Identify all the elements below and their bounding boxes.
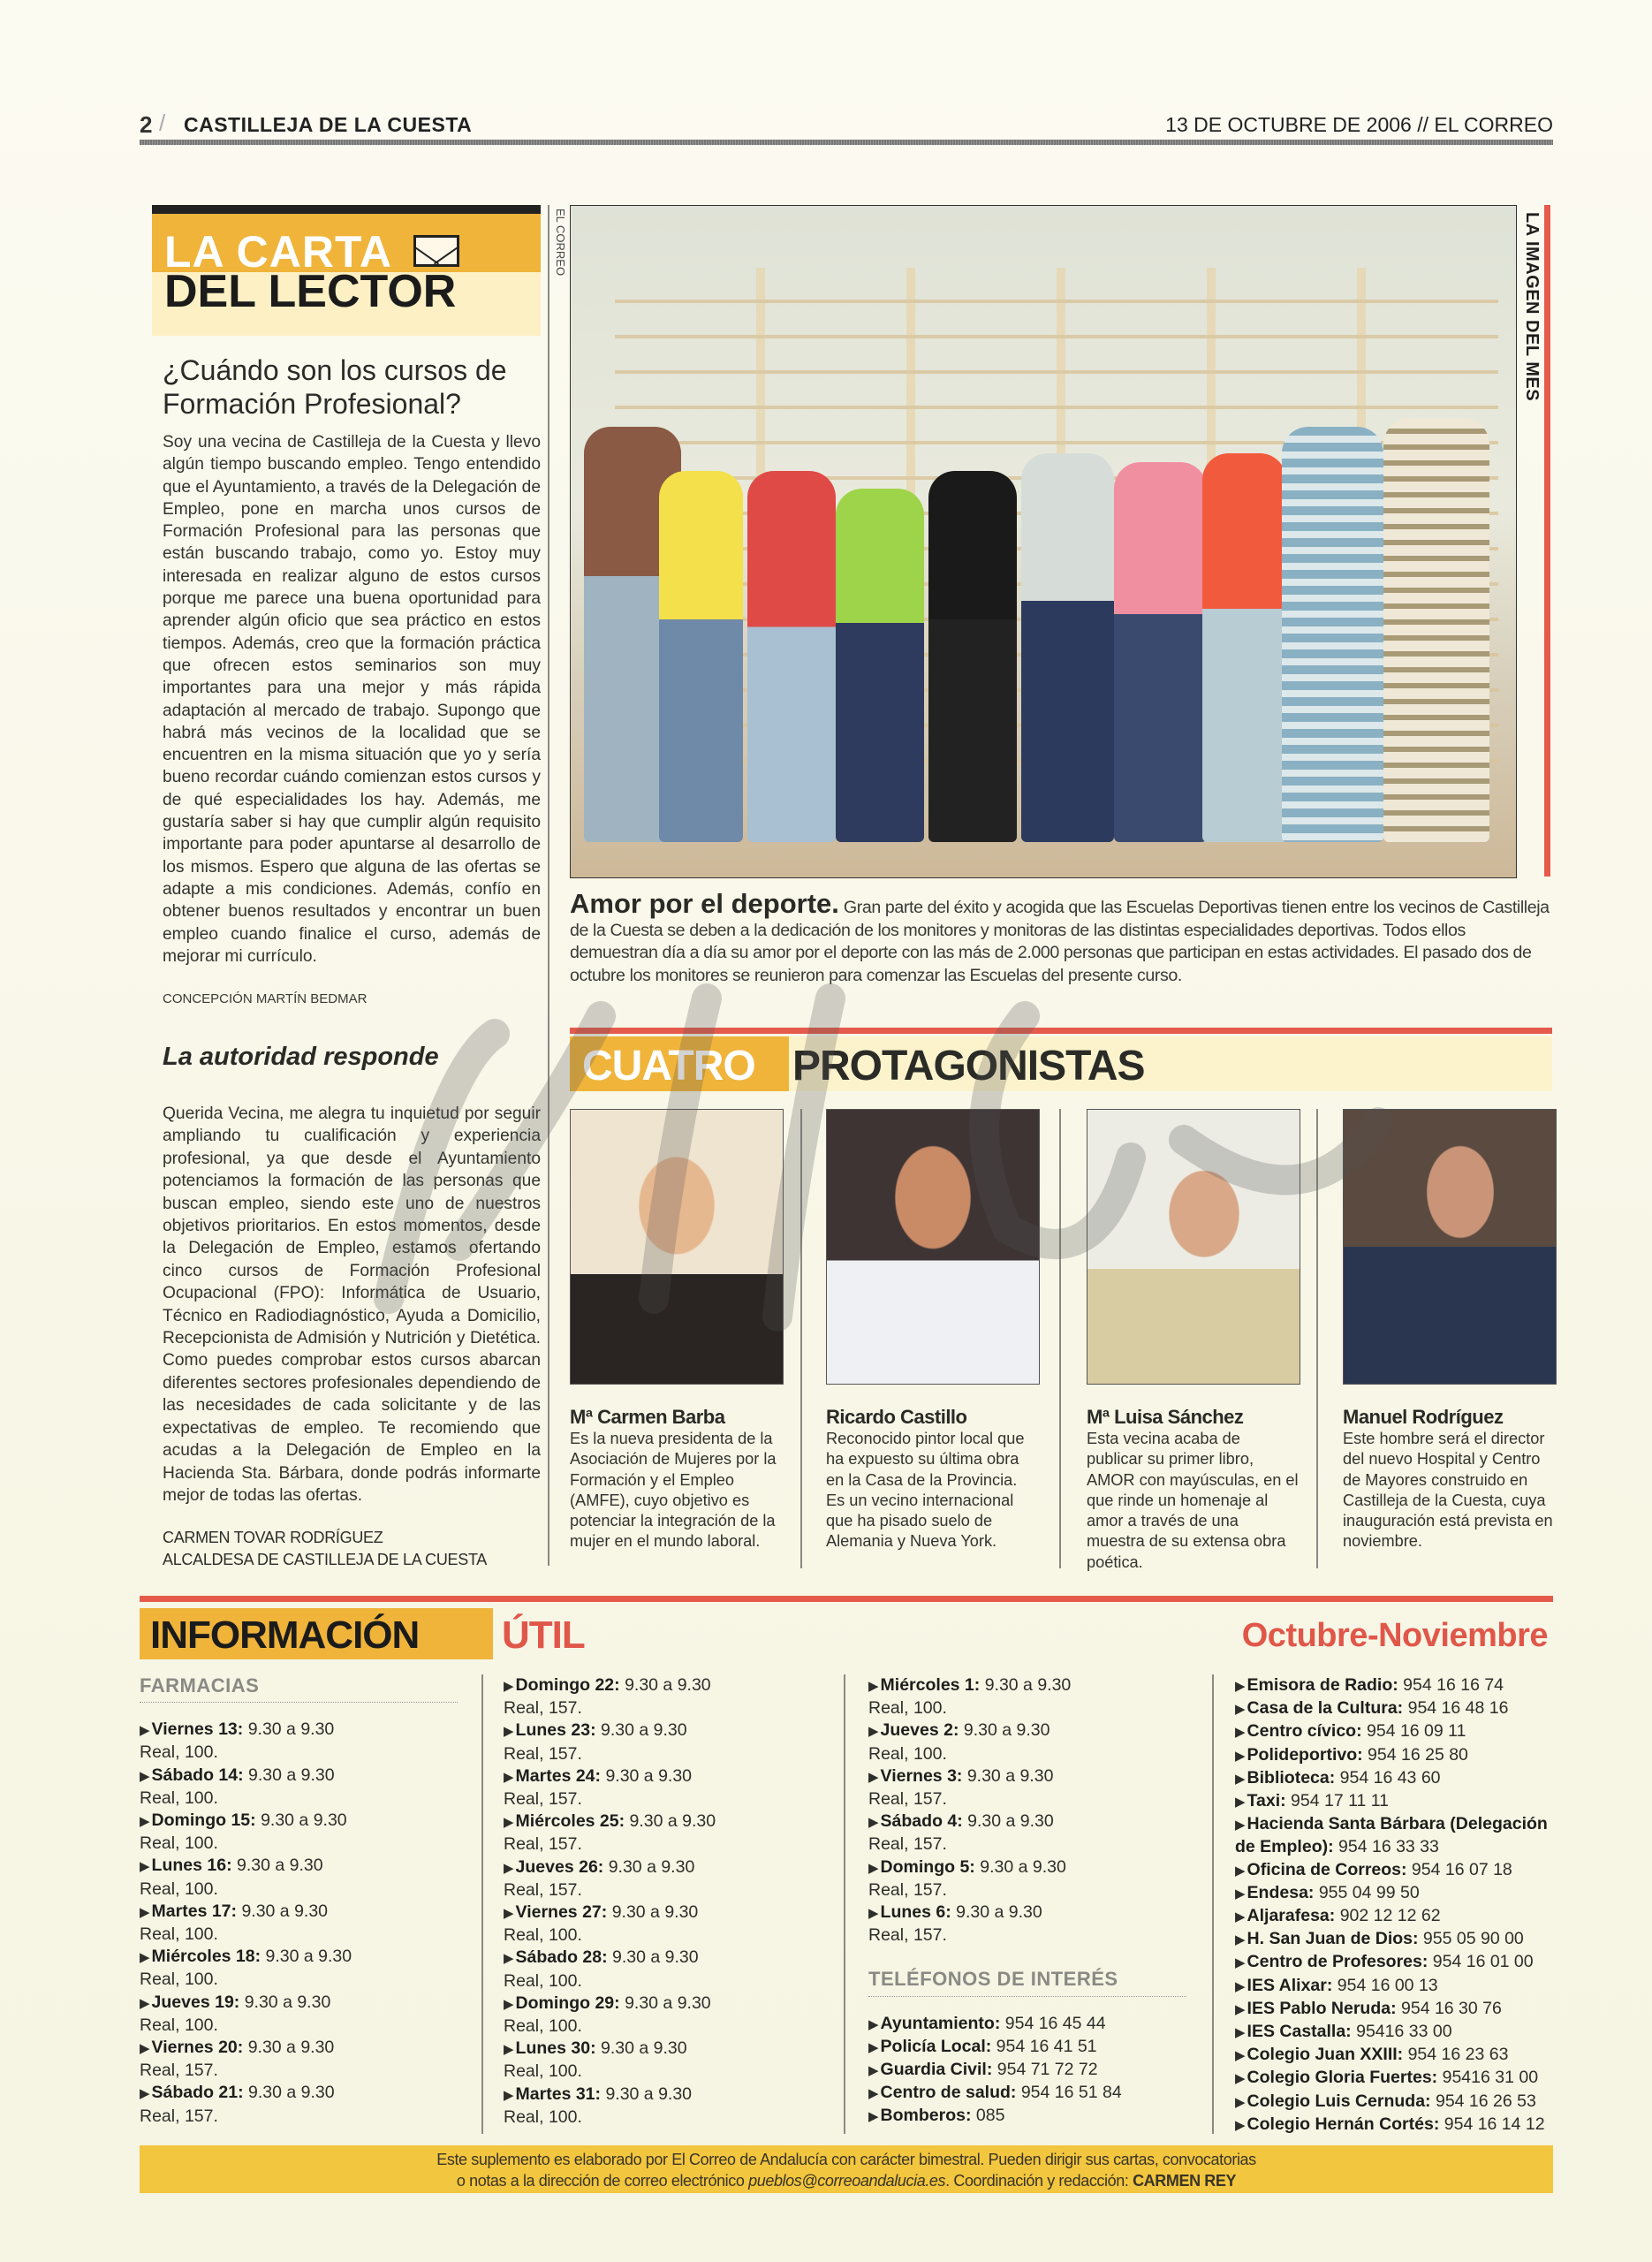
slash-divider: / [159, 110, 166, 136]
person-figure [1383, 418, 1489, 842]
farmacias-list [868, 1674, 1213, 1947]
farmacia-item [140, 1810, 484, 1833]
telefono-number: 954 16 26 53 [1435, 2091, 1536, 2111]
telefono-name: Biblioteca: [1247, 1767, 1340, 1788]
farmacia-hours: 9.30 a 9.30 [625, 1675, 711, 1695]
info-title-red: ÚTIL [502, 1613, 585, 1657]
farmacia-address: Real, 157. [140, 2061, 218, 2081]
letter-headline: ¿Cuándo son los cursos de Formación Profesional? [163, 354, 507, 420]
farmacia-day: Viernes 27: [515, 1902, 612, 1923]
telefono-name: Colegio Luis Cernuda: [1247, 2091, 1436, 2111]
farmacia-item [504, 1947, 848, 1970]
farmacia-day: Miércoles 25: [515, 1811, 630, 1832]
telefono-number: 955 04 99 50 [1318, 1882, 1420, 1902]
telefono-name: Ayuntamiento: [880, 2013, 1005, 2033]
arrow-icon: ▶ [1235, 2071, 1246, 2087]
telefono-item [1235, 1905, 1562, 1928]
arrow-icon: ▶ [1235, 1955, 1246, 1971]
farmacias-column-2 [504, 1674, 848, 2129]
farmacia-hours: 9.30 a 9.30 [980, 1856, 1066, 1877]
farmacia-hours: 9.30 a 9.30 [241, 1901, 329, 1921]
supplement-footer [140, 2145, 1553, 2193]
arrow-icon: ▶ [504, 1906, 514, 1922]
farmacia-hours: 9.30 a 9.30 [237, 1856, 323, 1876]
telefono-item [868, 2036, 1213, 2059]
farmacia-hours: 9.30 a 9.30 [625, 1993, 711, 2013]
header-highlight: CUATRO [582, 1043, 755, 1089]
telefono-name: H. San Juan de Dios: [1247, 1929, 1423, 1949]
telefono-number: 95416 33 00 [1356, 2022, 1452, 2042]
arrow-icon: ▶ [504, 2042, 514, 2058]
telefono-name: Bomberos: [880, 2106, 976, 2126]
person-figure [1021, 453, 1114, 842]
farmacia-item [504, 1810, 848, 1833]
coordinator-name: CARMEN REY [1133, 2172, 1237, 2190]
farmacia-address: Real, 100. [504, 1925, 582, 1946]
farmacia-day: Sábado 28: [515, 1947, 612, 1968]
telefono-number: 954 16 48 16 [1407, 1698, 1509, 1719]
telefono-item [868, 2013, 1213, 2036]
carta-header [152, 205, 541, 338]
telefono-number: 954 16 43 60 [1339, 1767, 1441, 1788]
red-accent-bar [1544, 205, 1550, 877]
section-title: CASTILLEJA DE LA CUESTA [184, 113, 473, 136]
telefono-name: Colegio Hernán Cortés: [1247, 2114, 1444, 2134]
farmacia-address: Real, 157. [140, 2106, 218, 2126]
info-title-dark: INFORMACIÓN [150, 1613, 420, 1657]
footer-line2: o notas a la dirección de correo electrónico pueblos@correoandalucia.es. Coordinación y redacción: CARMEN REY [456, 2172, 1237, 2190]
farmacia-address: Real, 157. [868, 1834, 947, 1855]
telefono-item [1235, 1767, 1562, 1790]
carta-header-line2: DEL LECTOR [164, 266, 457, 317]
arrow-icon: ▶ [868, 2109, 879, 2125]
arrow-icon: ▶ [1235, 1748, 1246, 1764]
telefono-item [1235, 1998, 1562, 2021]
farmacia-address: Real, 157. [504, 1698, 582, 1719]
arrow-icon: ▶ [504, 1769, 514, 1785]
group-photo [570, 205, 1517, 878]
telefono-item [1235, 2044, 1562, 2067]
farmacia-address: Real, 100. [504, 2061, 582, 2082]
telefono-item [1235, 1697, 1562, 1720]
arrow-icon: ▶ [1235, 1932, 1246, 1948]
farmacia-address: Real, 157. [868, 1879, 947, 1900]
farmacia-address: Real, 157. [868, 1789, 947, 1810]
carta-header-line1: LA CARTA [164, 227, 392, 277]
telefono-name: IES Alixar: [1247, 1975, 1338, 1995]
contact-email[interactable]: pueblos@correoandalucia.es [748, 2172, 946, 2190]
farmacia-day: Domingo 22: [515, 1675, 625, 1695]
farmacia-address: Real, 100. [868, 1698, 947, 1719]
farmacia-item [504, 1901, 848, 1924]
farmacia-item [140, 1946, 484, 1969]
farmacia-hours: 9.30 a 9.30 [605, 2084, 693, 2104]
farmacias-column-3 [868, 1674, 1213, 2129]
protagonist-description: Este hombre será el director del nuevo Hospital y Centro de Mayores construido en Castilleja de la Cuesta, cuya inauguración está prevista en noviembre. [1343, 1430, 1553, 1551]
person-figure [836, 489, 924, 842]
telefono-item [1235, 1720, 1562, 1743]
arrow-icon: ▶ [504, 1996, 514, 2012]
telefono-item [1235, 1859, 1562, 1882]
header-top-bar [152, 205, 541, 214]
telefono-item [1235, 1928, 1562, 1951]
person-figure [1282, 427, 1383, 842]
person-figure [659, 471, 743, 842]
farmacia-day: Sábado 14: [151, 1765, 248, 1785]
farmacia-address: Real, 157. [504, 1879, 582, 1900]
person-figure [1202, 453, 1286, 842]
telefono-item [868, 2059, 1213, 2082]
arrow-icon: ▶ [140, 1814, 150, 1830]
farmacia-item [868, 1765, 1213, 1788]
farmacia-day: Viernes 13: [151, 1719, 248, 1740]
farmacia-address: Real, 157. [504, 1834, 582, 1855]
image-of-month-label: LA IMAGEN DEL MES [1522, 212, 1542, 402]
arrow-icon: ▶ [868, 1769, 879, 1785]
farmacia-hours: 9.30 a 9.30 [247, 2038, 335, 2058]
telefono-number: 954 16 14 12 [1444, 2114, 1545, 2134]
masthead-rule [140, 140, 1553, 145]
farmacia-day: Viernes 20: [151, 2038, 248, 2058]
farmacia-day: Miércoles 18: [151, 1947, 266, 1967]
arrow-icon: ▶ [868, 2063, 879, 2079]
farmacia-address: Real, 100. [140, 1788, 218, 1808]
telefono-number: 085 [975, 2106, 1005, 2126]
arrow-icon: ▶ [504, 1860, 514, 1876]
protagonist-name: Manuel Rodríguez [1343, 1406, 1504, 1428]
telefono-item [1235, 2114, 1562, 2137]
telefono-number: 955 05 90 00 [1422, 1929, 1524, 1949]
telefono-number: 954 16 16 74 [1403, 1675, 1504, 1695]
telefono-number: 954 16 23 63 [1407, 2045, 1509, 2065]
farmacia-hours: 9.30 a 9.30 [244, 1992, 331, 2012]
arrow-icon: ▶ [1235, 1886, 1246, 1901]
farmacia-item [504, 1674, 848, 1697]
info-period: Octubre-Noviembre [1241, 1617, 1548, 1654]
telefono-number: 902 12 12 62 [1339, 1906, 1441, 1926]
arrow-icon: ▶ [1235, 2025, 1246, 2041]
farmacia-item [504, 1719, 848, 1742]
envelope-icon [413, 235, 459, 267]
letters-column [152, 205, 549, 1566]
farmacia-item [504, 1765, 848, 1788]
farmacia-day: Domingo 29: [515, 1993, 625, 2013]
farmacia-hours: 9.30 a 9.30 [966, 1765, 1054, 1786]
telefono-name: Centro de Profesores: [1247, 1952, 1433, 1972]
farmacia-day: Martes 17: [151, 1901, 242, 1921]
farmacia-day: Sábado 4: [880, 1811, 968, 1832]
footer-line1: Este suplemento es elaborado por El Correo de Andalucía con carácter bimestral. Pueden dirigir sus cartas, convocatorias [436, 2151, 1256, 2168]
arrow-icon: ▶ [140, 1904, 150, 1920]
farmacia-hours: 9.30 a 9.30 [261, 1810, 347, 1831]
arrow-icon: ▶ [1235, 2094, 1246, 2110]
response-title: La autoridad responde [163, 1043, 439, 1071]
protagonistas-header [570, 1036, 1552, 1091]
telefono-number: 954 16 07 18 [1411, 1859, 1512, 1879]
telefono-number: 954 16 01 00 [1432, 1952, 1534, 1972]
farmacia-hours: 9.30 a 9.30 [608, 1856, 695, 1877]
photo-caption [570, 888, 1552, 987]
arrow-icon: ▶ [868, 1724, 879, 1740]
farmacia-address: Real, 100. [140, 1970, 218, 1990]
telefono-name: Centro cívico: [1247, 1721, 1367, 1742]
photo-credit: EL CORREO [554, 209, 567, 277]
telefono-number: 954 16 00 13 [1337, 1975, 1438, 1995]
farmacia-hours: 9.30 a 9.30 [248, 2083, 335, 2103]
header-rest: PROTAGONISTAS [792, 1043, 1145, 1089]
farmacia-item [868, 1674, 1213, 1697]
telefono-number: 954 16 33 33 [1338, 1837, 1439, 1857]
arrow-icon: ▶ [868, 2086, 879, 2102]
farmacia-address: Real, 100. [140, 2015, 218, 2035]
telefono-name: Colegio Juan XXIII: [1247, 2045, 1408, 2065]
farmacia-item [140, 1765, 484, 1788]
telefonos-column [1235, 1674, 1562, 2137]
telefono-item [1235, 2067, 1562, 2090]
signature-role: ALCALDESA DE CASTILLEJA DE LA CUESTA [163, 1551, 488, 1568]
telefono-name: Centro de salud: [880, 2083, 1021, 2103]
telefono-number: 954 16 30 76 [1401, 1998, 1502, 2018]
arrow-icon: ▶ [1235, 1702, 1246, 1718]
arrow-icon: ▶ [1235, 2001, 1246, 2017]
arrow-icon: ▶ [1235, 1978, 1246, 1994]
arrow-icon: ▶ [1235, 1725, 1246, 1741]
arrow-icon: ▶ [868, 2039, 879, 2055]
arrow-icon: ▶ [140, 1859, 150, 1875]
farmacia-address: Real, 100. [140, 1742, 218, 1763]
farmacia-hours: 9.30 a 9.30 [248, 1765, 335, 1785]
arrow-icon: ▶ [140, 1723, 150, 1739]
farmacia-item [504, 1993, 848, 2015]
telefono-item [1235, 1975, 1562, 1998]
farmacia-address: Real, 157. [868, 1925, 947, 1946]
letter-body: Soy una vecina de Castilleja de la Cuesta y llevo algún tiempo buscando empleo. Tengo entendido que el Ayuntamiento, a través de la Delegación de Empleo, pone en marcha unos cursos de Formación Profesional para las personas que están buscando trabajo, como yo. Estoy muy interesada en realizar alguno de estos cursos porque me parece una buena oportunidad para aprender algún oficio que sea práctico en estos tiempos. Además, creo que la formación práctica que ofrecen estos seminarios son muy importantes para una mejor y más rápida adaptación al mercado de trabajo. Supongo que habrá más vecinos de la localidad que se encuentren en la misma situación que yo y sería bueno recordar cuándo comienzan estos cursos y de qué especialidades los hay. Además, me gustaría saber si hay que cumplir algún requisito importante para poder apuntarse al desarrollo de los mismos. Espero que alguna de las ofertas se adapte a mis condiciones. Además, confío en obtener buenos resultados y encontrar un buen empleo cuando finalice el curso, además de mejorar mi currículo. [163, 433, 541, 966]
arrow-icon: ▶ [868, 1679, 879, 1694]
farmacia-item [140, 2037, 484, 2060]
arrow-icon: ▶ [868, 1815, 879, 1831]
telefono-name: IES Castalla: [1247, 2022, 1357, 2042]
red-rule [140, 1596, 1553, 1602]
arrow-icon: ▶ [1235, 1771, 1246, 1787]
farmacia-hours: 9.30 a 9.30 [601, 1720, 687, 1741]
farmacia-item [140, 2082, 484, 2105]
arrow-icon: ▶ [1235, 1863, 1246, 1879]
farmacia-hours: 9.30 a 9.30 [605, 1765, 693, 1786]
telefono-name: Endesa: [1247, 1882, 1319, 1902]
telefono-item [1235, 1744, 1562, 1767]
farmacia-address: Real, 100. [504, 2016, 582, 2037]
farmacia-address: Real, 157. [504, 1743, 582, 1764]
farmacia-hours: 9.30 a 9.30 [612, 1947, 699, 1968]
farmacia-day: Lunes 16: [151, 1856, 237, 1876]
arrow-icon: ▶ [1235, 2048, 1246, 2064]
arrow-icon: ▶ [140, 1950, 150, 1966]
telefono-name: Colegio Gloria Fuertes: [1247, 2068, 1443, 2088]
farmacia-day: Martes 31: [515, 2084, 606, 2104]
telefonos-list [1235, 1674, 1562, 2137]
arrow-icon: ▶ [868, 1860, 879, 1876]
letter-signature: CONCEPCIÓN MARTÍN BEDMAR [163, 991, 368, 1006]
arrow-icon: ▶ [1235, 2117, 1246, 2133]
farmacia-day: Lunes 30: [515, 2038, 601, 2059]
farmacia-day: Domingo 5: [880, 1856, 981, 1877]
telefono-number: 954 16 09 11 [1367, 1721, 1466, 1742]
arrow-icon: ▶ [140, 1995, 150, 2011]
farmacia-hours: 9.30 a 9.30 [984, 1675, 1072, 1695]
arrow-icon: ▶ [1235, 1679, 1246, 1694]
portrait-photo [1343, 1109, 1557, 1385]
telefono-number: 954 17 11 11 [1291, 1791, 1389, 1811]
response-body: Querida Vecina, me alegra tu inquietud por seguir ampliando tu cualificación y experiencia profesional, ya que desde el Ayuntamiento potenciamos la formación de las personas que buscan empleo, siendo este uno de nuestros objetivos prioritarios. En estos momentos, desde la Delegación de Empleo, estamos ofertando cinco cursos de Formación Profesional Ocupacional (FPO): Informática de Usuario, Técnico en Radiodiagnóstico, Ayuda a Domicilio, Recepcionista de Admisión y Nutrición y Dietética. Como puedes comprobar estos cursos abarcan diferentes sectores profesionales dependiendo de las necesidades de cada solicitante y de las expectativas de empleo. Te recomiendo que acudas a la Delegación de Empleo en la Hacienda Sta. Bárbara, donde podrás informarte mejor de todas las ofertas. [163, 1104, 541, 1505]
farmacia-item [868, 1719, 1213, 1742]
arrow-icon: ▶ [1235, 1909, 1246, 1925]
arrow-icon: ▶ [868, 1906, 879, 1922]
response-signature [163, 1527, 487, 1571]
telefonos-list [868, 2013, 1213, 2129]
telefono-name: IES Pablo Neruda: [1247, 1998, 1401, 2018]
telefono-name: Guardia Civil: [880, 2060, 997, 2080]
portrait-photo [1087, 1109, 1300, 1385]
farmacias-column-1 [140, 1674, 484, 2128]
telefono-number: 954 16 25 80 [1368, 1744, 1468, 1765]
farmacia-address: Real, 100. [504, 2106, 582, 2127]
telefono-name: Emisora de Radio: [1247, 1675, 1404, 1695]
farmacia-address: Real, 157. [504, 1789, 582, 1810]
portrait-photo [570, 1109, 784, 1385]
arrow-icon: ▶ [140, 1768, 150, 1784]
farmacia-day: Jueves 19: [151, 1992, 245, 2012]
farmacias-list [140, 1719, 484, 2128]
farmacia-item [504, 2038, 848, 2061]
protagonist-description: Reconocido pintor local que ha expuesto su última obra en la Casa de la Provincia. Es un vecino internacional que ha pisado suelo de Alemania y Nueva York. [826, 1430, 1025, 1551]
telefono-item [1235, 1813, 1562, 1858]
info-header [140, 1608, 1553, 1659]
caption-body: Gran parte del éxito y acogida que las Escuelas Deportivas tienen entre los vecinos de Castilleja de la Cuesta se deben a la dedicación de los monitores y monitoras de las distintas especialidades deportivas. Todos ellos demuestran día a día su amor por el deporte con las más de 2.000 personas que participan en estas actividades. El pasado dos de octubre los monitores se reunieron para comenzar las Escuelas del presente curso. [570, 898, 1550, 985]
protagonist-description: Es la nueva presidenta de la Asociación de Mujeres por la Formación y el Empleo (AMFE), cuyo objetivo es potenciar la integración de la mujer en el mundo laboral. [570, 1430, 777, 1551]
arrow-icon: ▶ [504, 1951, 514, 1967]
telefono-number: 954 16 51 84 [1020, 2083, 1122, 2103]
farmacia-hours: 9.30 a 9.30 [611, 1902, 699, 1923]
arrow-icon: ▶ [504, 1724, 514, 1740]
caption-title: Amor por el deporte. [570, 888, 839, 919]
telefono-number: 954 16 45 44 [1004, 2013, 1106, 2033]
farmacia-item [868, 1901, 1213, 1924]
telefono-item [1235, 1674, 1562, 1697]
telefono-item [1235, 1882, 1562, 1905]
farmacia-hours: 9.30 a 9.30 [601, 2038, 687, 2059]
farmacia-day: Martes 24: [515, 1765, 606, 1786]
person-figure [928, 471, 1017, 842]
farmacia-day: Lunes 6: [880, 1902, 957, 1923]
person-figure [747, 471, 836, 842]
farmacia-day: Lunes 23: [515, 1720, 601, 1741]
arrow-icon: ▶ [1235, 1795, 1246, 1810]
portrait-photo [826, 1109, 1040, 1385]
farmacia-item [140, 1719, 484, 1742]
arrow-icon: ▶ [868, 2016, 879, 2032]
farmacia-hours: 9.30 a 9.30 [247, 1719, 335, 1740]
farmacia-day: Sábado 21: [151, 2083, 248, 2103]
telefono-name: Taxi: [1247, 1791, 1292, 1811]
farmacia-day: Jueves 2: [880, 1720, 964, 1741]
protagonist-description: Esta vecina acaba de publicar su primer libro, AMOR con mayúsculas, en el que rinde un homenaje al amor a través de una muestra de su extensa obra poética. [1087, 1430, 1299, 1571]
farmacia-address: Real, 100. [868, 1743, 947, 1764]
arrow-icon: ▶ [140, 2086, 150, 2102]
farmacia-hours: 9.30 a 9.30 [963, 1720, 1050, 1741]
arrow-icon: ▶ [504, 1815, 514, 1831]
farmacia-hours: 9.30 a 9.30 [967, 1811, 1054, 1832]
farmacia-item [504, 2084, 848, 2106]
farmacia-address: Real, 100. [504, 1970, 582, 1991]
telefono-item [868, 2105, 1213, 2128]
masthead [140, 106, 1553, 143]
telefono-name: Casa de la Cultura: [1247, 1698, 1408, 1719]
telefono-number: 954 16 41 51 [996, 2036, 1097, 2056]
farmacia-day: Domingo 15: [151, 1810, 261, 1831]
page-number: 2 [140, 111, 153, 138]
telefono-name: Oficina de Correos: [1247, 1859, 1412, 1879]
protagonist-name: Mª Carmen Barba [570, 1406, 725, 1428]
farmacias-list [504, 1674, 848, 2129]
farmacia-hours: 9.30 a 9.30 [629, 1811, 716, 1832]
arrow-icon: ▶ [1235, 1818, 1246, 1833]
arrow-icon: ▶ [140, 2041, 150, 2057]
farmacia-address: Real, 100. [140, 1833, 218, 1854]
arrow-icon: ▶ [504, 1679, 514, 1694]
farmacia-day: Jueves 26: [515, 1856, 609, 1877]
telefono-number: 95416 31 00 [1442, 2068, 1539, 2088]
farmacia-item [140, 1901, 484, 1924]
farmacia-item [140, 1992, 484, 2015]
farmacia-address: Real, 100. [140, 1879, 218, 1899]
protagonist-name: Ricardo Castillo [826, 1406, 967, 1428]
farmacia-hours: 9.30 a 9.30 [265, 1947, 352, 1967]
red-rule [570, 1028, 1552, 1034]
telefono-name: Policía Local: [880, 2036, 997, 2056]
person-figure [1114, 462, 1207, 842]
date-line: 13 DE OCTUBRE DE 2006 // EL CORREO [1165, 113, 1553, 136]
telefono-item [1235, 1790, 1562, 1813]
telefono-item [1235, 2091, 1562, 2114]
protagonist-name: Mª Luisa Sánchez [1087, 1406, 1244, 1428]
farmacia-address: Real, 100. [140, 1924, 218, 1945]
telefonos-heading: TELÉFONOS DE INTERÉS [868, 1968, 1186, 1996]
signature-name: CARMEN TOVAR RODRÍGUEZ [163, 1529, 383, 1546]
telefono-item [1235, 2021, 1562, 2044]
farmacia-hours: 9.30 a 9.30 [956, 1902, 1042, 1923]
farmacia-item [140, 1855, 484, 1878]
farmacia-item [868, 1856, 1213, 1879]
telefono-number: 954 71 72 72 [997, 2060, 1098, 2080]
farmacia-day: Viernes 3: [880, 1765, 967, 1786]
telefono-name: Aljarafesa: [1247, 1906, 1340, 1926]
telefono-item [868, 2082, 1213, 2105]
telefono-name: Hacienda Santa Bárbara (Delegación de Empleo): [1235, 1814, 1548, 1857]
arrow-icon: ▶ [504, 2087, 514, 2103]
farmacia-day: Miércoles 1: [880, 1675, 985, 1695]
farmacia-item [868, 1810, 1213, 1833]
telefono-item [1235, 1951, 1562, 1974]
farmacia-item [504, 1856, 848, 1879]
farmacias-heading: FARMACIAS [140, 1674, 458, 1703]
telefono-name: Polideportivo: [1247, 1744, 1368, 1765]
